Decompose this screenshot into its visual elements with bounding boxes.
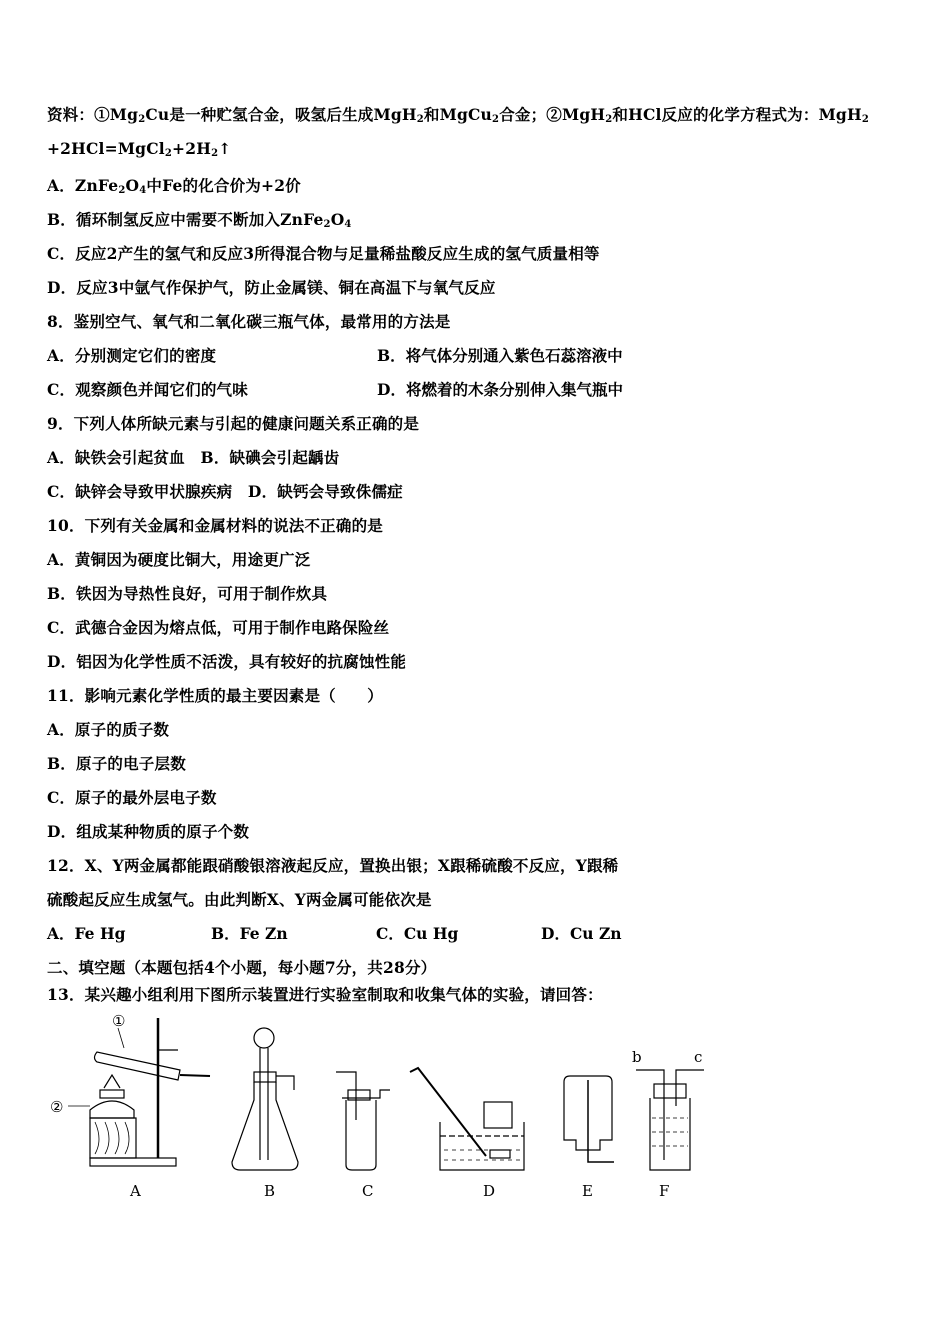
caption-c: C [362,1182,374,1200]
jar-shelf [490,1150,510,1158]
q8-option-d: D．将燃着的木条分别伸入集气瓶中 [377,380,623,399]
q12-option-d: D．Cu Zn [541,924,622,943]
q9-stem: 9．下列人体所缺元素与引起的健康问题关系正确的是 [47,414,420,433]
label-c: c [694,1048,703,1066]
q7-option-a: A．$ZnFe_2O_4$中Fe的化合价为+2价 [47,176,301,196]
q12-stem-line-1: 12．X、Y两金属都能跟硝酸银溶液起反应，置换出银；X跟稀硫酸不反应，Y跟稀 [47,856,619,875]
q11-option-d: D．组成某种物质的原子个数 [47,822,250,841]
q10-option-d: D．铝因为化学性质不活泼，具有较好的抗腐蚀性能 [47,652,407,671]
q8-option-b: B．将气体分别通入紫色石蕊溶液中 [377,346,623,365]
wood-grain [95,1122,129,1154]
q7-option-c: C．反应2产生的氢气和反应3所得混合物与足量稀盐酸反应生成的氢气质量相等 [47,244,600,263]
delivery-tube-d [410,1068,486,1156]
q7-option-d: D．反应3中氩气作保护气，防止金属镁、铜在高温下与氧气反应 [47,278,496,297]
q11-stem: 11．影响元素化学性质的最主要因素是（ ） [47,686,383,705]
q8-stem: 8．鉴别空气、氧气和二氧化碳三瓶气体，最常用的方法是 [47,312,451,331]
stand-base [90,1158,176,1166]
alcohol-lamp [90,1101,134,1118]
q10-stem: 10．下列有关金属和金属材料的说法不正确的是 [47,516,383,535]
q12-option-c: C．Cu Hg [376,924,459,943]
q12-option-b: B．Fe Zn [211,924,288,943]
marker-2: ② [50,1098,64,1116]
apparatus-d [410,1068,524,1170]
q12-stem-line-2: 硫酸起反应生成氢气。由此判断X、Y两金属可能依次是 [47,890,432,909]
apparatus-e [564,1076,614,1162]
q9-options-cd: C．缺锌会导致甲状腺疾病 D．缺钙会导致侏儒症 [47,482,403,501]
q8-option-a: A．分别测定它们的密度 [47,346,217,365]
test-tube [95,1052,181,1080]
caption-f: F [659,1182,670,1200]
q9-options-ab: A．缺铁会引起贫血 B．缺碘会引起龋齿 [47,448,340,467]
caption-d: D [483,1182,496,1200]
water-trough [440,1122,524,1170]
q7-option-b: B．循环制氢反应中需要不断加入$ZnFe_2O_4$ [47,210,352,230]
funnel-bulb [254,1028,274,1048]
bottle-body [650,1098,690,1170]
q12-option-a: A．Fe Hg [47,924,126,943]
q8-option-c: C．观察颜色并闻它们的气味 [47,380,248,399]
section-heading: 二、填空题（本题包括4个小题，每小题7分，共28分） [47,958,437,977]
apparatus-b [232,1028,298,1170]
flask-outlet [276,1076,294,1090]
apparatus-f [632,1048,704,1170]
gas-jar [346,1100,376,1170]
caption-e: E [582,1182,593,1200]
lamp-wick-holder [100,1090,124,1098]
caption-a: A [130,1182,141,1200]
q10-option-c: C．武德合金因为熔点低，可用于制作电路保险丝 [47,618,390,637]
q11-option-b: B．原子的电子层数 [47,754,186,773]
q13-stem: 13．某兴趣小组利用下图所示装置进行实验室制取和收集气体的实验，请回答： [47,985,603,1004]
apparatus-a [50,1012,210,1166]
flask-stopper [254,1072,276,1082]
q11-option-a: A．原子的质子数 [47,720,170,739]
q10-option-a: A．黄铜因为硬度比铜大，用途更广泛 [47,550,311,569]
marker-1: ① [112,1012,126,1030]
short-tube [342,1090,390,1098]
inverted-jar [484,1102,512,1128]
lamp-flame [104,1075,120,1088]
conical-flask [232,1082,298,1170]
apparatus-figure [40,1010,720,1205]
intro-line-2: $+2HCl=MgCl_2+2H_2↑$ [47,139,232,159]
caption-b: B [264,1182,276,1200]
bottle-cap [654,1084,686,1098]
q11-option-c: C．原子的最外层电子数 [47,788,217,807]
intro-line-1: 资料：$①Mg_2Cu$是一种贮氢合金，吸氢后生成MgH$_2$和MgCu$_2$合金；②MgH$_2$和HCl反应的化学方程式为：MgH$_2$ [47,105,869,125]
apparatus-c [336,1072,390,1170]
q10-option-b: B．铁因为导热性良好，可用于制作炊具 [47,584,328,603]
label-b: b [632,1048,642,1066]
delivery-tube [180,1075,210,1076]
marker-1-leader [118,1028,124,1048]
